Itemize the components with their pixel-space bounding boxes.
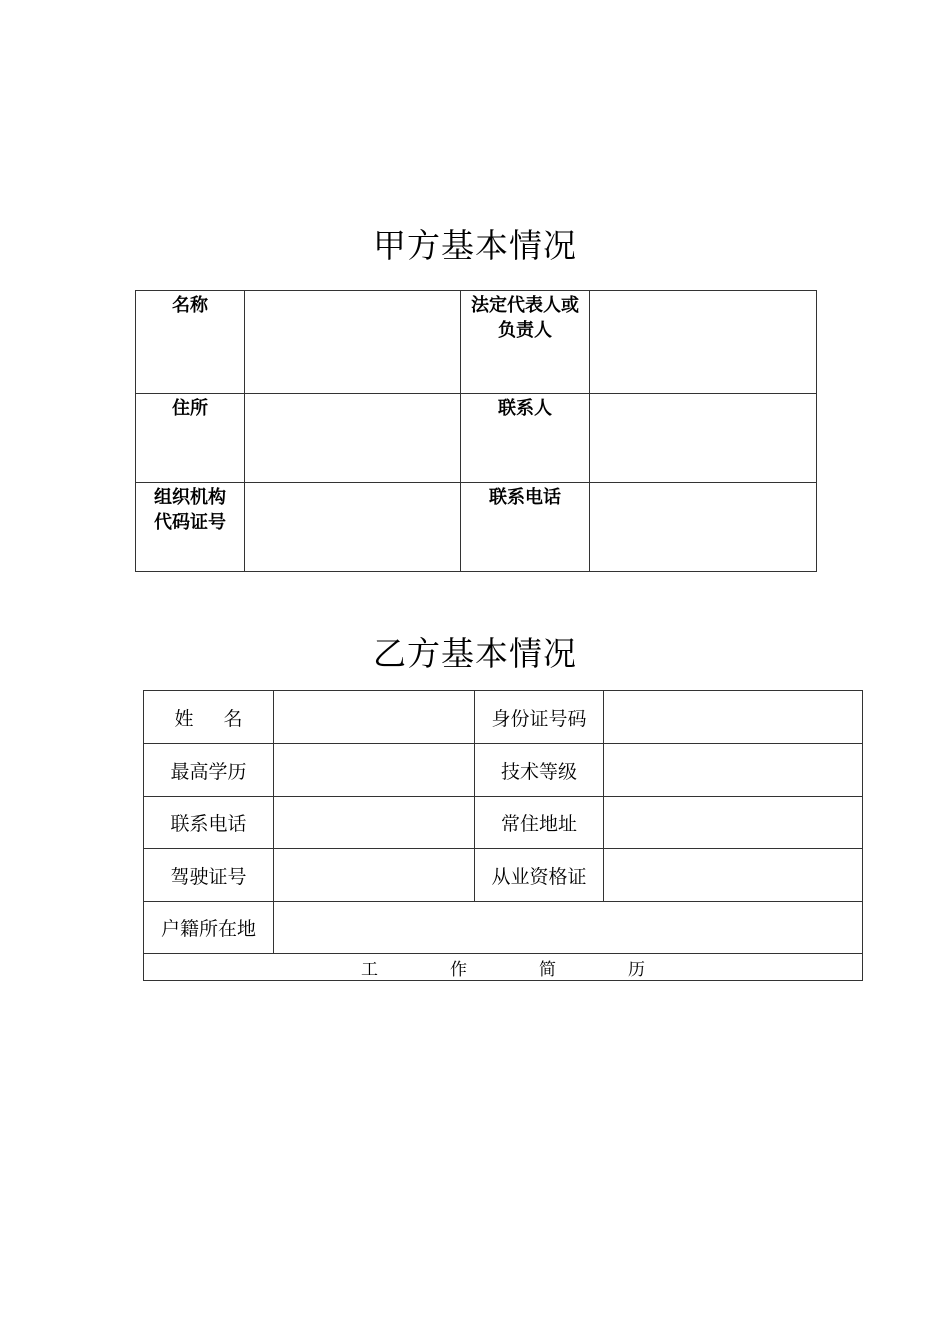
label-legal-rep-text: 法定代表人或负责人 — [471, 295, 579, 341]
field-id-number[interactable] — [604, 691, 863, 744]
field-contact-phone[interactable] — [590, 483, 817, 572]
label-legal-rep — [461, 291, 590, 394]
work-history-header-text: 工作简历 — [361, 959, 717, 980]
label-name: 名称 — [136, 291, 245, 394]
party-a-title: 甲方基本情况 — [373, 226, 577, 265]
work-history-header — [144, 954, 863, 981]
field-address[interactable] — [245, 394, 461, 483]
field-education[interactable] — [274, 744, 475, 797]
label-phone: 联系电话 — [144, 797, 274, 849]
label-qualification: 从业资格证 — [475, 849, 604, 902]
field-household[interactable] — [274, 902, 863, 954]
field-skill-level[interactable] — [604, 744, 863, 797]
field-phone[interactable] — [274, 797, 475, 849]
label-residence: 常住地址 — [475, 797, 604, 849]
label-skill-level: 技术等级 — [475, 744, 604, 797]
party-b-table — [143, 690, 863, 981]
party-b-title: 乙方基本情况 — [373, 634, 577, 673]
field-contact-person[interactable] — [590, 394, 817, 483]
label-contact-person: 联系人 — [461, 394, 590, 483]
label-full-name-text: 姓名 — [174, 707, 273, 730]
field-name[interactable] — [245, 291, 461, 394]
field-full-name[interactable] — [274, 691, 475, 744]
label-org-code — [136, 483, 245, 572]
label-org-code-text: 组织机构代码证号 — [154, 487, 226, 533]
label-full-name — [144, 691, 274, 744]
field-license[interactable] — [274, 849, 475, 902]
label-contact-phone: 联系电话 — [461, 483, 590, 572]
label-education: 最高学历 — [144, 744, 274, 797]
label-id-number: 身份证号码 — [475, 691, 604, 744]
label-license: 驾驶证号 — [144, 849, 274, 902]
party-a-table — [135, 290, 817, 572]
field-residence[interactable] — [604, 797, 863, 849]
field-qualification[interactable] — [604, 849, 863, 902]
label-household: 户籍所在地 — [144, 902, 274, 954]
field-org-code[interactable] — [245, 483, 461, 572]
label-address: 住所 — [136, 394, 245, 483]
field-legal-rep[interactable] — [590, 291, 817, 394]
